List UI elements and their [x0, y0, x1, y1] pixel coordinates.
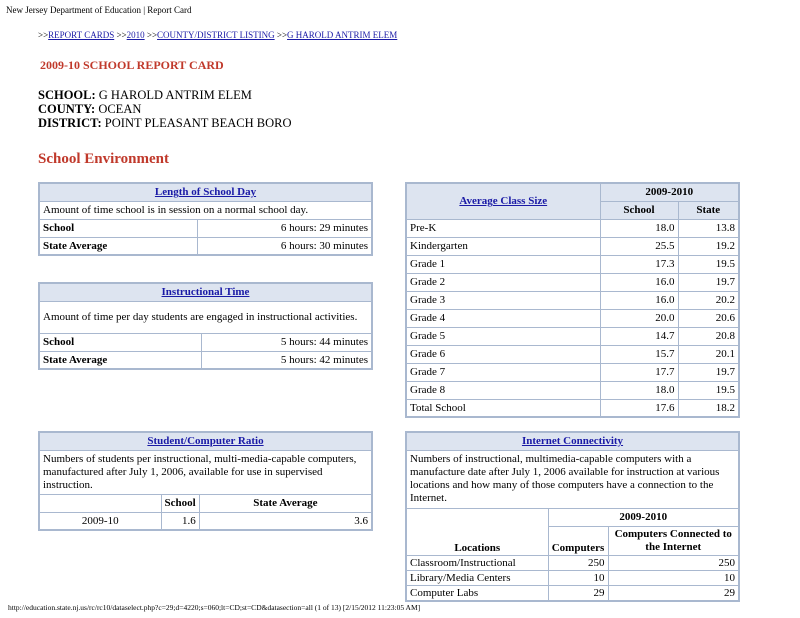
- row-school-value: 18.0: [600, 381, 678, 399]
- row-grade: Grade 6: [406, 345, 600, 363]
- class-size-body: [406, 219, 739, 417]
- internet-title-link[interactable]: Internet Connectivity: [521, 435, 624, 448]
- instructional-time-header: [39, 283, 372, 301]
- row-grade: Pre-K: [406, 219, 600, 237]
- row-state-value: 19.5: [678, 381, 739, 399]
- row-state-value: 19.7: [678, 273, 739, 291]
- school-value: G HAROLD ANTRIM ELEM: [95, 88, 252, 102]
- length-of-day-table: [38, 182, 373, 256]
- row-computers-value: 250: [548, 555, 608, 570]
- student-computer-header: [39, 432, 372, 450]
- table-row: [406, 219, 739, 237]
- breadcrumb-link-school[interactable]: G HAROLD ANTRIM ELEM: [287, 30, 398, 40]
- table-row: [39, 237, 372, 255]
- instructional-time-table: [38, 282, 373, 370]
- table-row: [406, 255, 739, 273]
- breadcrumb-separator: >>: [38, 30, 49, 40]
- table-row: [406, 237, 739, 255]
- class-size-header: [406, 183, 600, 219]
- county-info: [38, 102, 141, 117]
- breadcrumb: [38, 30, 397, 40]
- school-label: SCHOOL:: [38, 88, 96, 102]
- school-info: [38, 88, 252, 103]
- section-title: School Environment: [38, 151, 169, 167]
- internet-year-header: 2009-2010: [548, 508, 739, 526]
- length-of-day-description: Amount of time school is in session on a normal school day.: [39, 201, 372, 219]
- table-row: [406, 309, 739, 327]
- breadcrumb-separator: >>: [144, 30, 158, 40]
- row-state-value: 20.8: [678, 327, 739, 345]
- row-school-value: 18.0: [600, 219, 678, 237]
- page-footer-url: http://education.state.nj.us/rc/rc10/dataselect.php?c=29;d=4220;s=060;lt=CD;st=CD&datasection=all (1 of 13) [2/15/2012 11:23:05 AM]: [8, 603, 421, 612]
- row-location: Classroom/Instructional: [406, 555, 548, 570]
- district-value: POINT PLEASANT BEACH BORO: [101, 116, 292, 130]
- internet-table: [405, 431, 740, 602]
- row-state-value: 20.6: [678, 309, 739, 327]
- row-label: School: [39, 333, 201, 351]
- county-value: OCEAN: [95, 102, 142, 116]
- table-row: [406, 327, 739, 345]
- breadcrumb-link-2010[interactable]: 2010: [126, 30, 145, 40]
- internet-body: [406, 555, 739, 601]
- table-row: [406, 570, 739, 585]
- row-location: Library/Media Centers: [406, 570, 548, 585]
- breadcrumb-link-report-cards[interactable]: REPORT CARDS: [48, 30, 115, 40]
- row-school-value: 17.7: [600, 363, 678, 381]
- row-state-value: 20.2: [678, 291, 739, 309]
- student-computer-description: Numbers of students per instructional, multi-media-capable computers, manufactured after July 1, 2006, available for use in supervised instruction.: [39, 450, 372, 494]
- row-state-value: 3.6: [199, 512, 372, 530]
- row-school-value: 1.6: [161, 512, 199, 530]
- document-title: New Jersey Department of Education | Report Card: [6, 5, 192, 15]
- row-school-value: 15.7: [600, 345, 678, 363]
- col-state-header: State Average: [199, 494, 372, 512]
- col-school-header: School: [161, 494, 199, 512]
- row-connected-value: 10: [608, 570, 739, 585]
- row-value: 5 hours: 42 minutes: [201, 351, 372, 369]
- row-connected-value: 250: [608, 555, 739, 570]
- row-school-value: 20.0: [600, 309, 678, 327]
- row-grade: Grade 7: [406, 363, 600, 381]
- table-row: [406, 585, 739, 601]
- col-school-header: School: [600, 201, 678, 219]
- row-state-value: 20.1: [678, 345, 739, 363]
- district-info: [38, 116, 292, 131]
- district-label: DISTRICT:: [38, 116, 102, 130]
- row-connected-value: 29: [608, 585, 739, 601]
- row-school-value: 25.5: [600, 237, 678, 255]
- table-row: [406, 399, 739, 417]
- instructional-time-title-link[interactable]: Instructional Time: [161, 286, 250, 299]
- length-of-day-header: [39, 183, 372, 201]
- table-row: [406, 381, 739, 399]
- row-grade: Grade 2: [406, 273, 600, 291]
- row-school-value: 17.3: [600, 255, 678, 273]
- row-state-value: 19.5: [678, 255, 739, 273]
- row-grade: Total School: [406, 399, 600, 417]
- row-school-value: 14.7: [600, 327, 678, 345]
- table-row: [406, 273, 739, 291]
- internet-header: [406, 432, 739, 450]
- internet-description: Numbers of instructional, multimedia-capable computers with a manufacture date after July 1, 2006 available for instruction at various locations and how many of those computers have a connection to the Internet.: [406, 450, 739, 508]
- breadcrumb-separator: >>: [114, 30, 127, 40]
- row-location: Computer Labs: [406, 585, 548, 601]
- row-state-value: 19.7: [678, 363, 739, 381]
- student-computer-title-link[interactable]: Student/Computer Ratio: [147, 435, 264, 448]
- row-value: 6 hours: 30 minutes: [197, 237, 372, 255]
- row-grade: Grade 3: [406, 291, 600, 309]
- table-row: [39, 333, 372, 351]
- class-size-title-link[interactable]: Average Class Size: [459, 195, 548, 208]
- table-row: [39, 512, 372, 530]
- report-title: 2009-10 SCHOOL REPORT CARD: [40, 58, 224, 72]
- row-grade: Grade 4: [406, 309, 600, 327]
- table-row: [406, 363, 739, 381]
- row-school-value: 16.0: [600, 291, 678, 309]
- row-value: 6 hours: 29 minutes: [197, 219, 372, 237]
- row-state-value: 18.2: [678, 399, 739, 417]
- table-row: [406, 555, 739, 570]
- row-computers-value: 10: [548, 570, 608, 585]
- col-computers-header: Computers: [548, 526, 608, 555]
- col-connected-header: Computers Connected to the Internet: [608, 526, 739, 555]
- row-school-value: 16.0: [600, 273, 678, 291]
- table-header-row: [39, 494, 372, 512]
- col-state-header: State: [678, 201, 739, 219]
- row-state-value: 19.2: [678, 237, 739, 255]
- col-locations-header: Locations: [406, 508, 548, 555]
- row-value: 5 hours: 44 minutes: [201, 333, 372, 351]
- row-state-value: 13.8: [678, 219, 739, 237]
- row-label: State Average: [39, 351, 201, 369]
- row-grade: Kindergarten: [406, 237, 600, 255]
- class-size-year-header: 2009-2010: [600, 183, 739, 201]
- row-grade: Grade 1: [406, 255, 600, 273]
- class-size-table: [405, 182, 740, 418]
- row-computers-value: 29: [548, 585, 608, 601]
- table-row: [406, 345, 739, 363]
- county-label: COUNTY:: [38, 102, 96, 116]
- breadcrumb-separator: >>: [274, 30, 288, 40]
- instructional-time-description: Amount of time per day students are engaged in instructional activities.: [39, 301, 372, 333]
- breadcrumb-link-county-district[interactable]: COUNTY/DISTRICT LISTING: [157, 30, 275, 40]
- student-computer-table: [38, 431, 373, 531]
- table-row: [39, 351, 372, 369]
- row-year: 2009-10: [39, 512, 161, 530]
- row-label: School: [39, 219, 197, 237]
- row-school-value: 17.6: [600, 399, 678, 417]
- row-label: State Average: [39, 237, 197, 255]
- empty-header-cell: [39, 494, 161, 512]
- table-row: [39, 219, 372, 237]
- row-grade: Grade 5: [406, 327, 600, 345]
- row-grade: Grade 8: [406, 381, 600, 399]
- table-row: [406, 291, 739, 309]
- length-of-day-title-link[interactable]: Length of School Day: [154, 186, 257, 199]
